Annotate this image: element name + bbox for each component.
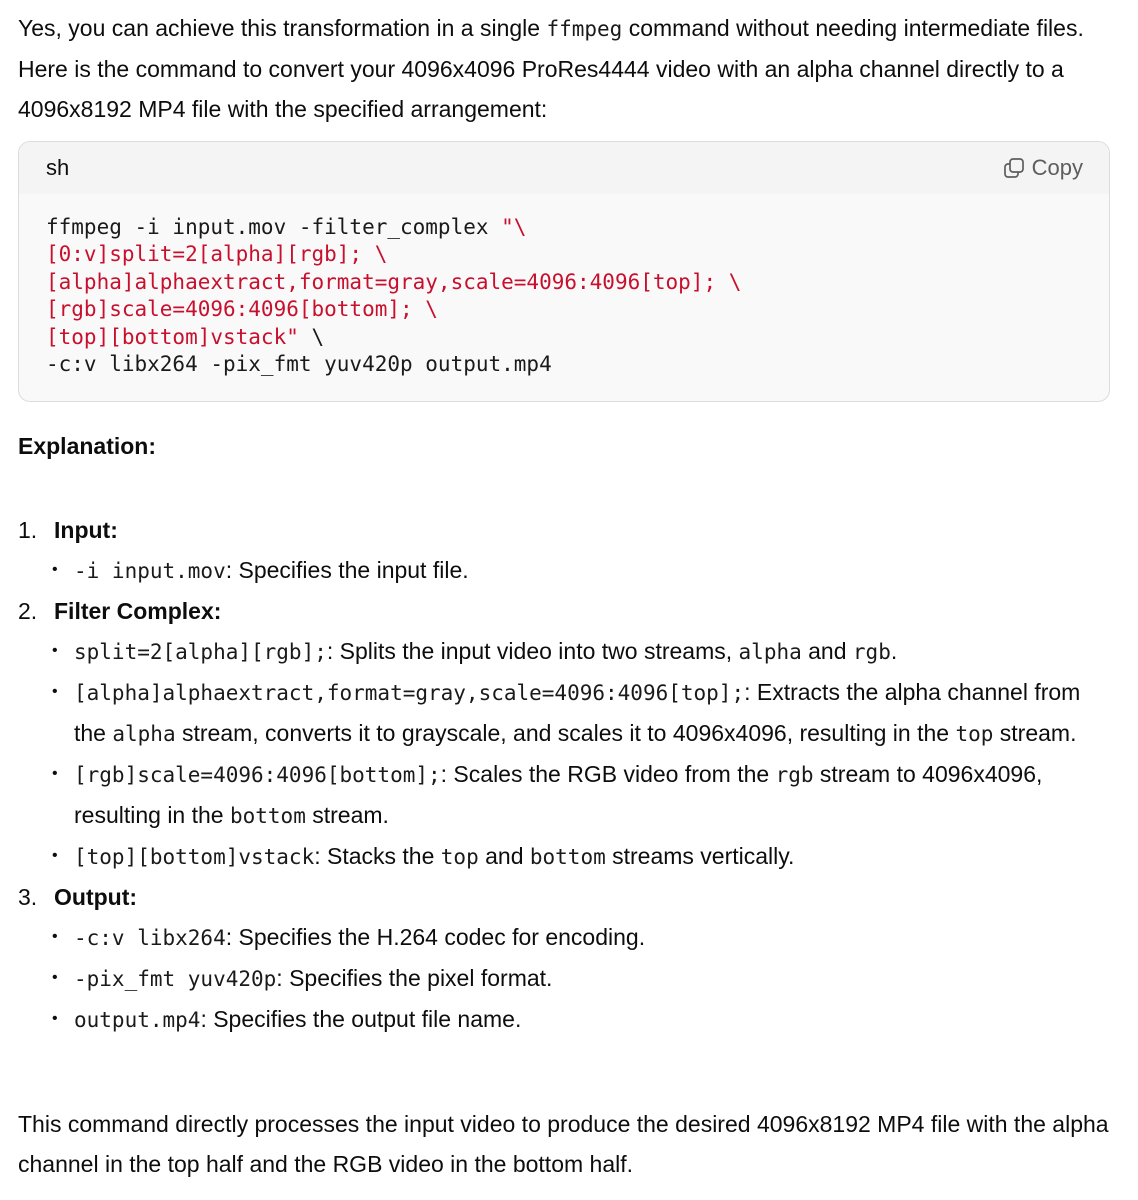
list-item bbox=[54, 958, 1118, 999]
inline-code: -pix_fmt yuv420p bbox=[74, 967, 277, 991]
inline-code: -c:v libx264 bbox=[74, 926, 226, 950]
list-number: 3. bbox=[18, 884, 38, 910]
list-item bbox=[54, 917, 1118, 958]
sub-list bbox=[54, 917, 1118, 1040]
item-text: : Splits the input video into two streams, bbox=[326, 638, 739, 664]
copy-label: Copy bbox=[1031, 155, 1083, 180]
inline-code: top bbox=[440, 845, 479, 869]
item-text: : Specifies the H.264 codec for encoding. bbox=[225, 924, 646, 950]
item-text: stream to 4096x4096, resulting in the bbox=[74, 761, 1043, 828]
section-title: Output: bbox=[54, 884, 138, 910]
code-line-4: [rgb]scale=4096:4096[bottom]; \ bbox=[46, 297, 438, 322]
code-line-6: -c:v libx264 -pix_fmt yuv420p output.mp4 bbox=[46, 352, 552, 377]
inline-code: alpha bbox=[738, 640, 802, 664]
code-line-1-cmd: ffmpeg -i input.mov -filter_complex bbox=[46, 215, 502, 239]
list-number: 1. bbox=[18, 517, 38, 543]
inline-code: [alpha]alphaextract,format=gray,scale=4096:4096[top]; bbox=[74, 681, 745, 705]
explanation-heading: Explanation: bbox=[18, 433, 157, 459]
inline-code: [top][bottom]vstack bbox=[74, 845, 315, 869]
item-text: and bbox=[478, 843, 530, 869]
copy-button[interactable] bbox=[1002, 155, 1083, 181]
code-line-3: [alpha]alphaextract,format=gray,scale=4096:4096[top]; \ bbox=[46, 269, 742, 294]
list-item bbox=[54, 631, 1118, 672]
item-text: stream, converts it to grayscale, and scales it to 4096x4096, resulting in the bbox=[175, 720, 956, 746]
item-text: . bbox=[890, 638, 898, 664]
inline-code: alpha bbox=[112, 722, 176, 746]
outro-paragraph: This command directly processes the input video to produce the desired 4096x8192 MP4 file with the alpha channel in the top half and the RGB video in the bottom half. bbox=[18, 1111, 1109, 1177]
item-text: : Stacks the bbox=[314, 843, 441, 869]
code-line-1-string: "\ bbox=[501, 215, 527, 239]
intro-text-a: Yes, you can achieve this transformation in a single bbox=[18, 15, 547, 41]
code-language: sh bbox=[46, 155, 70, 180]
item-text: and bbox=[801, 638, 853, 664]
list-item-input bbox=[18, 510, 1118, 591]
code-header bbox=[19, 142, 1109, 194]
item-text: streams vertically. bbox=[605, 843, 795, 869]
section-title: Input: bbox=[54, 517, 118, 543]
list-item bbox=[54, 550, 1118, 591]
inline-code: -i input.mov bbox=[74, 559, 226, 583]
list-item-filter-complex bbox=[18, 591, 1118, 877]
inline-code: bottom bbox=[229, 804, 306, 828]
list-item bbox=[54, 754, 1118, 836]
inline-code: top bbox=[955, 722, 994, 746]
item-text: : Specifies the input file. bbox=[225, 557, 469, 583]
sub-list bbox=[54, 550, 1118, 591]
list-number: 2. bbox=[18, 598, 38, 624]
intro-paragraph bbox=[18, 8, 1118, 129]
section-title: Filter Complex: bbox=[54, 598, 222, 624]
item-text: stream. bbox=[305, 802, 389, 828]
item-text: : Extracts the alpha channel from the bbox=[74, 679, 1081, 746]
code-line-2: [0:v]split=2[alpha][rgb]; \ bbox=[46, 242, 388, 267]
code-block bbox=[18, 141, 1110, 402]
inline-code: split=2[alpha][rgb]; bbox=[74, 640, 327, 664]
code-line-5-rest: \ bbox=[298, 324, 325, 349]
code-line-5-string: [top][bottom]vstack" bbox=[46, 324, 299, 349]
intro-code: ffmpeg bbox=[546, 17, 623, 41]
code-line-1 bbox=[46, 214, 1082, 241]
inline-code: [rgb]scale=4096:4096[bottom]; bbox=[74, 763, 441, 787]
code-body bbox=[19, 194, 1109, 378]
list-item bbox=[54, 672, 1118, 754]
code-line-5 bbox=[46, 324, 1082, 351]
list-item bbox=[54, 999, 1118, 1040]
item-text: : Specifies the output file name. bbox=[200, 1006, 522, 1032]
intro-text-b: command without needing intermediate files. Here is the command to convert your 4096x4096 ProRes4444 video with an alpha channel directly to a 4096x8192 MP4 file with the specified arrangement: bbox=[18, 15, 1084, 122]
inline-code: rgb bbox=[775, 763, 814, 787]
copy-icon bbox=[1002, 156, 1026, 180]
explanation-list bbox=[18, 510, 1118, 1040]
item-text: : Scales the RGB video from the bbox=[440, 761, 776, 787]
inline-code: output.mp4 bbox=[74, 1008, 201, 1032]
sub-list bbox=[54, 631, 1118, 877]
list-item bbox=[54, 836, 1118, 877]
list-item-output bbox=[18, 877, 1118, 1040]
inline-code: rgb bbox=[852, 640, 891, 664]
inline-code: bottom bbox=[529, 845, 606, 869]
item-text: stream. bbox=[993, 720, 1077, 746]
item-text: : Specifies the pixel format. bbox=[276, 965, 553, 991]
